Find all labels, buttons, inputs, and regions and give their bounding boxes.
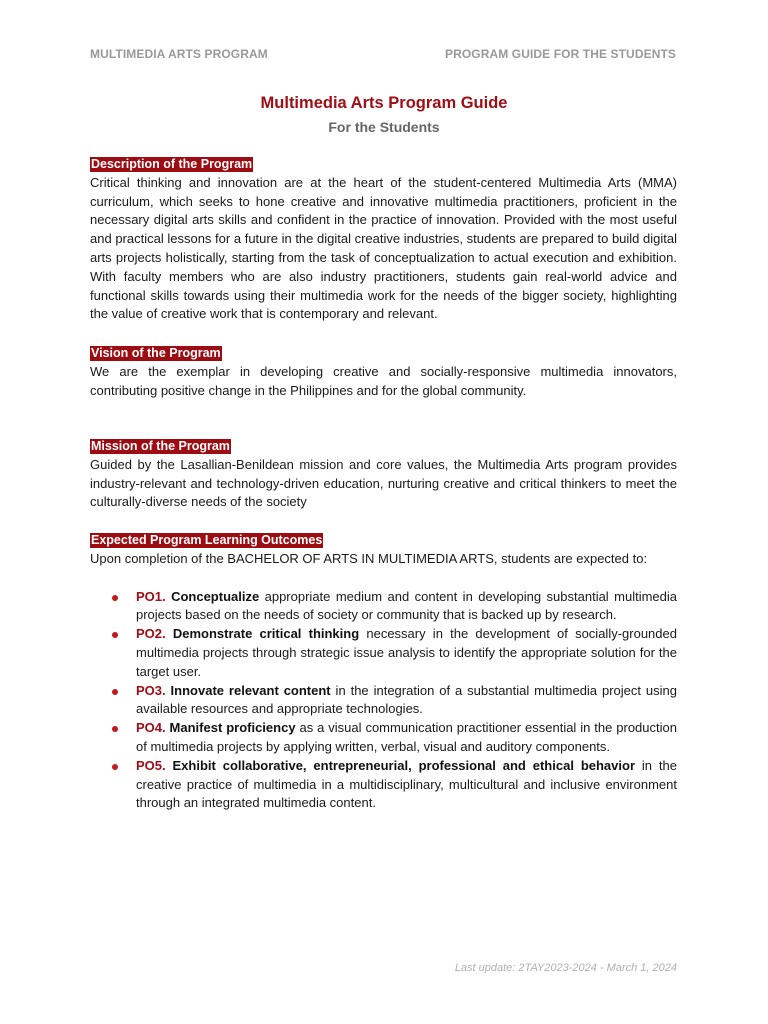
header-right: PROGRAM GUIDE FOR THE STUDENTS (444, 47, 676, 61)
po-code: PO5. (136, 757, 166, 773)
po-text: in the creative practice of multimedia in a multidisciplinary, multicultural and inclusive environment through an integrated multimedia content. (136, 757, 677, 811)
outcomes-intro: Upon completion of the BACHELOR OF ARTS IN MULTIMEDIA ARTS, students are expected to: (90, 550, 648, 566)
page-title: Multimedia Arts Program Guide (260, 94, 508, 112)
po-keyword: Innovate relevant content (170, 682, 331, 698)
mission-section (90, 437, 677, 512)
bullet-icon (112, 632, 118, 638)
po-code: PO2. (136, 626, 166, 642)
po-text: in the integration of a substantial multimedia project using available resources and appropriate technologies. (136, 682, 677, 717)
page-header (90, 47, 676, 61)
outcomes-label: Expected Program Learning Outcomes (91, 533, 323, 547)
mission-label: Mission of the Program (91, 439, 230, 453)
description-section (90, 155, 677, 324)
description-label: Description of the Program (91, 157, 253, 171)
po-text: as a visual communication practitioner essential in the production of multimedia projects by applying written, verbal, visual and auditory components. (136, 720, 677, 754)
po-keyword: Demonstrate critical thinking (172, 626, 360, 642)
list-item (90, 719, 677, 757)
vision-section (90, 344, 677, 400)
bullet-icon (112, 595, 118, 601)
bullet-icon (112, 726, 118, 732)
header-left: MULTIMEDIA ARTS PROGRAM (90, 47, 268, 61)
list-item (90, 625, 677, 681)
po-text: necessary in the development of socially-grounded multimedia projects through strategic issue analysis to identify the appropriate solution for the target user. (136, 626, 677, 679)
last-update-note: Last update: 2TAY2023-2024 - March 1, 2024 (454, 962, 677, 974)
po-code: PO4. (136, 720, 166, 736)
po-keyword: Manifest proficiency (169, 720, 296, 736)
list-item (90, 588, 677, 626)
po-code: PO1. (136, 588, 166, 604)
list-item (90, 757, 677, 813)
vision-text: We are the exemplar in developing creative and socially-responsive multimedia innovators, contributing positive change in the Philippines and for the global community. (90, 363, 677, 398)
vision-label: Vision of the Program (91, 346, 221, 360)
outcomes-list (90, 588, 677, 814)
mission-text: Guided by the Lasallian-Benildean mission and core values, the Multimedia Arts program provides industry-relevant and technology-driven education, nurturing creative and critical thinkers to meet the culturally-diverse needs of the society (90, 456, 677, 510)
po-text: appropriate medium and content in developing substantial multimedia projects based on the needs of society or community that is backed up by research. (136, 588, 677, 623)
description-text: Critical thinking and innovation are at the heart of the student-centered Multimedia Arts (MMA) curriculum, which seeks to hone creative and innovative multimedia practitioners, proficient in the necessary digital arts skills and confident in the practice of innovation. Provided with the most useful and practical lessons for a future in the digital creative industries, students are prepared to build digital arts projects holistically, starting from the task of conceptualization to actual execution and exhibition. With faculty members who are also industry practitioners, students gain real-world advice and functional skills towards using their multimedia work for the needs of the bigger society, highlighting the value of creative work that is contemporary and relevant. (90, 174, 677, 322)
list-item (90, 682, 677, 720)
page-subtitle: For the Students (328, 119, 440, 135)
bullet-icon (112, 764, 118, 770)
po-keyword: Conceptualize (171, 588, 260, 604)
bullet-icon (112, 689, 118, 695)
po-code: PO3. (136, 682, 166, 698)
po-keyword: Exhibit collaborative, entrepreneurial, professional and ethical behavior (172, 757, 636, 773)
outcomes-section (90, 531, 677, 813)
